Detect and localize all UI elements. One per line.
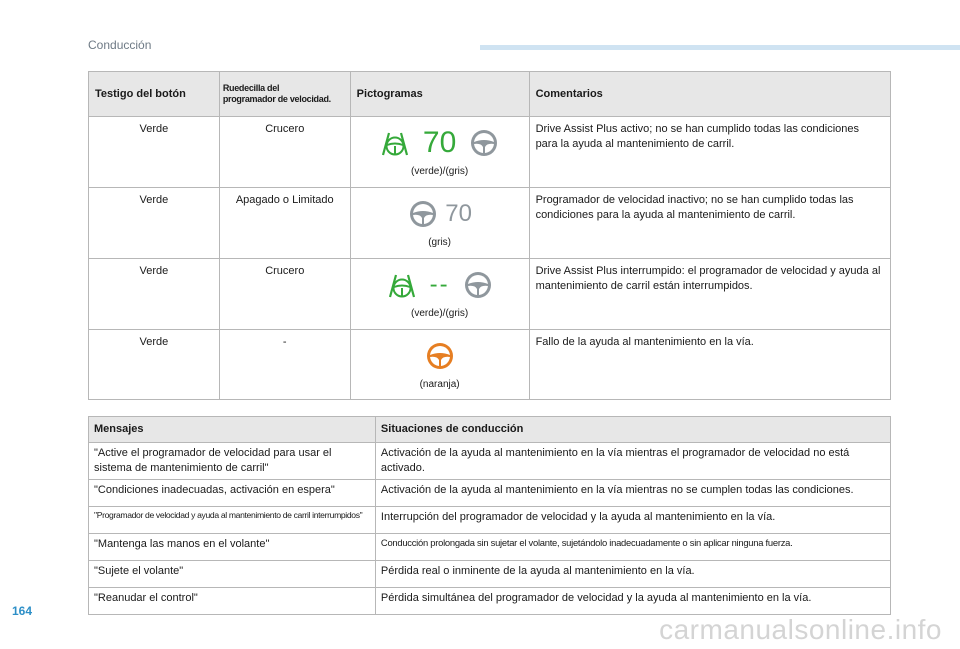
header-situations: Situaciones de conducción: [375, 417, 890, 443]
situation-cell: Interrupción del programador de velocidad y la ayuda al mantenimiento en la vía.: [375, 506, 890, 533]
comment-cell: Fallo de la ayuda al mantenimiento en la vía.: [529, 330, 890, 400]
button-light-cell: Verde: [89, 188, 220, 259]
message-cell: "Condiciones inadecuadas, activación en espera": [89, 479, 376, 506]
section-title: Conducción: [88, 38, 152, 52]
pictogram-cell: [350, 117, 529, 188]
message-cell: "Programador de velocidad y ayuda al mantenimiento de carril interrumpidos": [89, 506, 376, 533]
header-pictograms: Pictogramas: [350, 72, 529, 117]
steering-wheel-orange-icon: [424, 340, 456, 372]
speed-wheel-cell: -: [219, 330, 350, 400]
header-comments: Comentarios: [529, 72, 890, 117]
comment-cell: Programador de velocidad inactivo; no se han cumplido todas las condiciones para la ayuda al mantenimiento de carril.: [529, 188, 890, 259]
steering-wheel-grey-icon: [407, 198, 439, 230]
table-row: [89, 479, 891, 506]
pictogram-cell: [350, 188, 529, 259]
messages-table: [88, 416, 891, 615]
message-cell: "Mantenga las manos en el volante": [89, 533, 376, 560]
indicator-table-header: [89, 72, 891, 117]
header-speed-wheel: [219, 72, 350, 117]
pictogram-caption: (verde)/(gris): [411, 166, 469, 177]
message-cell: "Sujete el volante": [89, 560, 376, 587]
situation-cell: Conducción prolongada sin sujetar el volante, sujetándolo inadecuadamente o sin aplicar ninguna fuerza.: [375, 533, 890, 560]
speed-wheel-cell: Apagado o Limitado: [219, 188, 350, 259]
steering-wheel-grey-icon: [462, 269, 494, 301]
table-row: [89, 188, 891, 259]
comment-cell: Drive Assist Plus activo; no se han cumplido todas las condiciones para la ayuda al mantenimiento de carril.: [529, 117, 890, 188]
pictogram-caption: (verde)/(gris): [411, 308, 469, 319]
table-row: [89, 533, 891, 560]
button-light-cell: Verde: [89, 259, 220, 330]
lane-keeping-green-icon: [386, 269, 418, 301]
table-row: [89, 330, 891, 400]
situation-cell: Pérdida simultánea del programador de velocidad y la ayuda al mantenimiento en la vía.: [375, 587, 890, 614]
table-row: [89, 560, 891, 587]
header-bar: [480, 45, 960, 50]
watermark: carmanualsonline.info: [659, 614, 942, 645]
pictogram-cell: [350, 330, 529, 400]
speed-value: 70: [422, 126, 457, 159]
lane-keeping-green-icon: [379, 127, 411, 159]
page-number: 164: [12, 604, 33, 618]
table-row: [89, 506, 891, 533]
table-row: [89, 259, 891, 330]
header-speed-wheel-line2: programador de velocidad.: [222, 94, 331, 104]
steering-wheel-grey-icon: [468, 127, 500, 159]
pictogram-caption: (naranja): [419, 379, 460, 390]
speed-value: 70: [445, 200, 472, 227]
situation-cell: Activación de la ayuda al mantenimiento en la vía mientras el programador de velocidad no está activado.: [375, 443, 890, 480]
header-messages: Mensajes: [89, 417, 376, 443]
speed-wheel-cell: Crucero: [219, 117, 350, 188]
table-row: [89, 587, 891, 614]
situation-cell: Pérdida real o inminente de la ayuda al mantenimiento en la vía.: [375, 560, 890, 587]
table-row: [89, 443, 891, 480]
button-light-cell: Verde: [89, 330, 220, 400]
messages-table-header: [89, 417, 891, 443]
header-speed-wheel-line1: Ruedecilla del: [222, 83, 280, 94]
button-light-cell: Verde: [89, 117, 220, 188]
message-cell: "Active el programador de velocidad para usar el sistema de mantenimiento de carril": [89, 443, 376, 480]
pictogram-cell: [350, 259, 529, 330]
situation-cell: Activación de la ayuda al mantenimiento en la vía mientras no se cumplen todas las condiciones.: [375, 479, 890, 506]
indicator-table: [88, 71, 891, 400]
pictogram-caption: (gris): [428, 237, 451, 248]
table-row: [89, 117, 891, 188]
message-cell: "Reanudar el control": [89, 587, 376, 614]
header-button-light: Testigo del botón: [89, 72, 220, 117]
comment-cell: Drive Assist Plus interrumpido: el programador de velocidad y ayuda al mantenimiento de carril están interrumpidos.: [529, 259, 890, 330]
speed-dashes: --: [429, 271, 450, 298]
speed-wheel-cell: Crucero: [219, 259, 350, 330]
